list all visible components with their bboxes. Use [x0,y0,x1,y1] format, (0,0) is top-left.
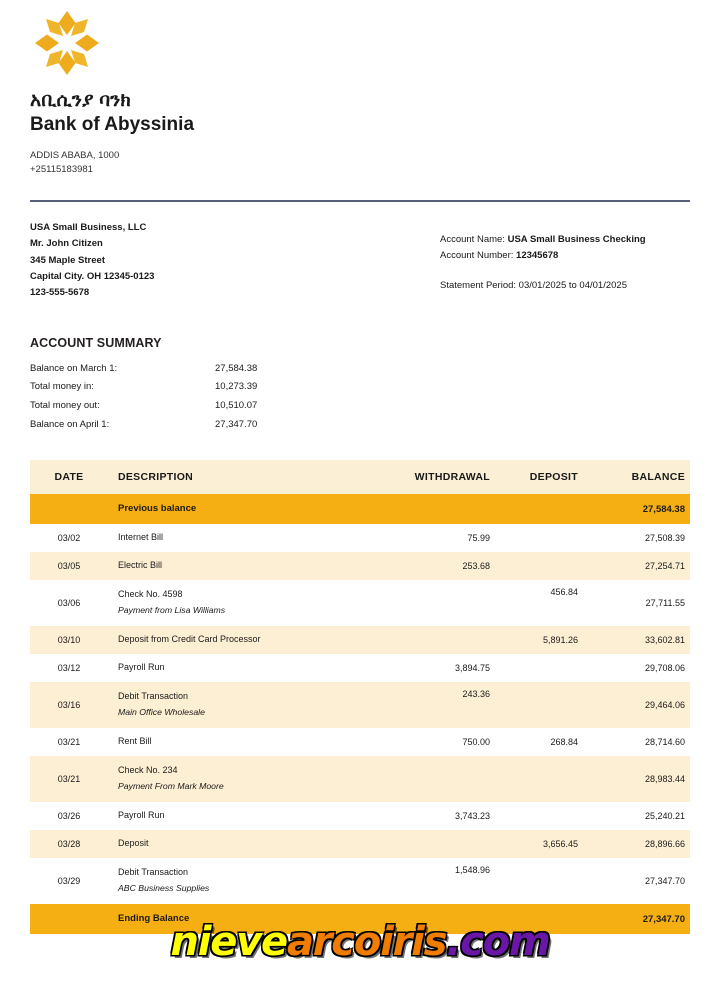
transaction-description-main: Debit Transaction [118,691,189,702]
transaction-description-sub: Payment From Mark Moore [118,781,224,792]
table-row [30,654,690,682]
summary-row [30,400,345,419]
customer-city-state-zip: Capital City. OH 12345-0123 [30,270,155,282]
transaction-balance: 27,711.55 [645,598,685,609]
previous-balance-deposit [498,494,586,524]
column-header-date: DATE [30,460,108,494]
statement-period: Statement Period: 03/01/2025 to 04/01/2025 [440,280,627,292]
transaction-date: 03/26 [57,811,81,822]
customer-address-block [30,220,154,302]
column-header-deposit: DEPOSIT [498,460,586,494]
transaction-withdrawal: 253.68 [462,561,490,572]
transaction-withdrawal [380,756,498,802]
bank-name-english: Bank of Abyssinia [30,113,195,135]
statement-info-row [30,220,690,302]
summary-label: Total money out: [30,400,100,412]
transaction-deposit: 456.84 [550,587,578,598]
eight-pointed-star-logo-icon [34,10,100,76]
transaction-deposit [498,524,586,552]
account-summary-table [30,363,345,439]
transaction-withdrawal: 243.36 [462,689,490,700]
transaction-date: 03/10 [57,635,81,646]
transaction-deposit [498,682,586,728]
transaction-deposit [498,654,586,682]
transaction-balance: 28,983.44 [644,774,685,785]
account-name-label: Account Name: [440,233,505,245]
transaction-deposit [498,858,586,904]
transaction-balance: 27,508.39 [644,533,685,544]
summary-value: 10,273.39 [215,381,258,393]
watermark-part-com: .com [446,919,550,965]
ending-balance-amount: 27,347.70 [586,904,690,934]
transaction-description-main: Debit Transaction [118,867,189,878]
previous-balance-row [30,494,690,524]
transaction-balance: 28,714.60 [644,737,685,748]
transaction-deposit [498,552,586,580]
table-row [30,802,690,830]
transaction-date: 03/16 [57,700,81,711]
transaction-date: 03/21 [57,737,81,748]
previous-balance-date [30,494,108,524]
bank-address-line: ADDIS ABABA, 1000 [30,149,120,161]
table-row [30,682,690,728]
transactions-body [30,494,690,934]
transaction-balance: 29,708.06 [644,663,685,674]
transaction-withdrawal: 1,548.96 [454,865,490,876]
column-header-withdrawal: WITHDRAWAL [380,460,498,494]
letterhead [30,0,690,178]
transaction-date: 03/12 [57,663,81,674]
transaction-description: Electric Bill [118,560,163,571]
column-header-balance: BALANCE [586,460,690,494]
bank-phone: +25115183981 [30,164,93,176]
transaction-date: 03/06 [57,598,81,609]
transaction-deposit: 268.84 [550,737,578,748]
column-header-description: DESCRIPTION [108,460,380,494]
summary-label: Balance on April 1: [30,419,110,431]
transaction-deposit [498,802,586,830]
transaction-balance: 33,602.81 [644,635,685,646]
transaction-deposit: 5,891.26 [542,635,578,646]
transaction-description [108,858,380,904]
ending-balance-label: Ending Balance [108,904,380,934]
summary-row [30,363,345,382]
transaction-withdrawal: 3,743.23 [454,811,490,822]
summary-value: 27,347.70 [215,419,258,431]
transaction-withdrawal [380,626,498,654]
transaction-date: 03/29 [57,876,81,887]
account-number-value: 12345678 [516,250,559,262]
summary-value: 10,510.07 [215,400,258,412]
watermark-part-nieve: nieve [170,919,287,965]
transaction-balance: 28,896.66 [644,839,685,850]
previous-balance-withdrawal [380,494,498,524]
account-number-row [440,248,690,264]
table-row [30,524,690,552]
transaction-withdrawal: 75.99 [467,533,490,544]
transaction-balance: 25,240.21 [644,811,685,822]
table-row [30,830,690,858]
table-row [30,756,690,802]
transaction-date: 03/02 [57,533,81,544]
transaction-description [108,682,380,728]
customer-street: 345 Maple Street [30,254,105,266]
account-summary-title: ACCOUNT SUMMARY [30,335,162,350]
previous-balance-amount: 27,584.38 [586,494,690,524]
transaction-balance: 27,254.71 [644,561,685,572]
transactions-header-row [30,460,690,494]
table-row [30,858,690,904]
transaction-description: Deposit from Credit Card Processor [118,634,261,645]
transaction-balance: 27,347.70 [644,876,685,887]
transaction-description-sub: ABC Business Supplies [118,883,210,894]
table-row [30,728,690,756]
bank-address [30,149,690,178]
summary-row [30,381,345,400]
transactions-table [30,460,690,934]
transaction-withdrawal [380,830,498,858]
bank-name-amharic: አቢሲንያ ባንክ [30,90,131,111]
customer-contact: Mr. John Citizen [30,238,103,250]
table-row [30,580,690,626]
summary-label: Balance on March 1: [30,362,118,374]
account-number-label: Account Number: [440,250,514,262]
summary-label: Total money in: [30,381,94,393]
transaction-withdrawal [380,580,498,626]
transaction-description: Payroll Run [118,662,165,673]
transaction-description: Rent Bill [118,736,152,747]
transaction-deposit: 3,656.45 [542,839,578,850]
transaction-withdrawal: 750.00 [462,737,490,748]
table-row [30,626,690,654]
summary-row [30,419,345,438]
transaction-description-sub: Main Office Wholesale [118,707,205,718]
transaction-description-main: Check No. 4598 [118,589,183,600]
header-divider [30,200,690,202]
transaction-description [108,756,380,802]
transaction-description: Deposit [118,838,149,849]
transaction-deposit [498,756,586,802]
account-details-block [440,220,690,302]
transaction-description-main: Check No. 234 [118,765,178,776]
transaction-balance: 29,464.06 [644,700,685,711]
watermark-part-arcoiris: arcoiris [286,919,447,965]
transaction-date: 03/21 [57,774,81,785]
customer-phone: 123-555-5678 [30,287,90,299]
account-name-row [440,232,690,248]
transaction-withdrawal: 3,894.75 [454,663,490,674]
account-name-value: USA Small Business Checking [507,233,646,245]
customer-company: USA Small Business, LLC [30,221,147,233]
previous-balance-label: Previous balance [108,494,380,524]
transaction-date: 03/05 [57,561,81,572]
transaction-description-sub: Payment from Lisa Williams [118,605,226,616]
table-row [30,552,690,580]
transaction-description [108,580,380,626]
summary-value: 27,584.38 [215,362,258,374]
transaction-date: 03/28 [57,839,81,850]
transaction-description: Internet Bill [118,532,164,543]
transaction-description: Payroll Run [118,810,165,821]
